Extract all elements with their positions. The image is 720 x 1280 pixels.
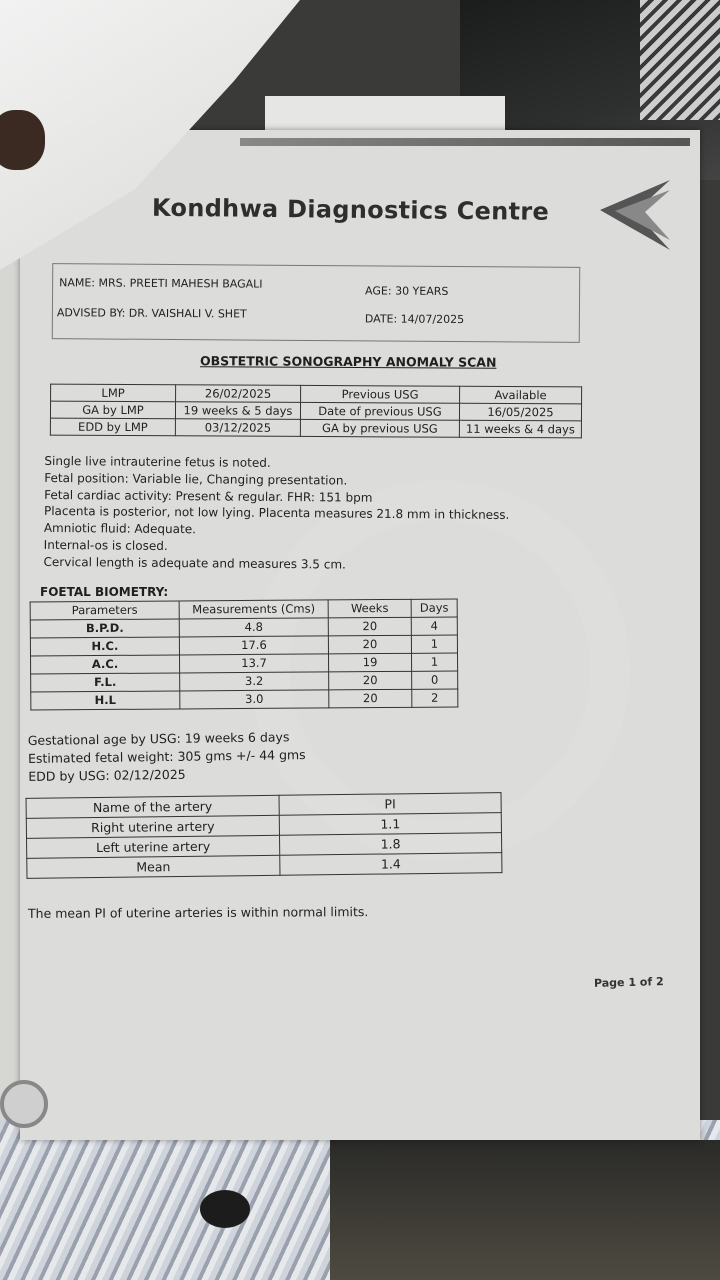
page-number: Page 1 of 2 <box>593 975 664 990</box>
finding-line: Cervical length is adequate and measures 3.5 cm. <box>43 554 346 572</box>
table-cell: GA by previous USG <box>300 419 459 437</box>
table-cell: 3.2 <box>180 672 329 691</box>
finding-line: Fetal position: Variable lie, Changing presentation. <box>44 470 348 488</box>
finding-line: Placenta is posterior, not low lying. Placenta measures 21.8 mm in thickness. <box>43 504 510 523</box>
ga-by-usg: Gestational age by USG: 19 weeks 6 days <box>27 729 290 748</box>
table-cell: 20 <box>328 635 411 654</box>
column-header: Days <box>411 599 457 617</box>
table-cell: Mean <box>27 855 280 878</box>
column-header: Name of the artery <box>26 795 279 818</box>
finding-line: Fetal cardiac activity: Present & regular. FHR: 151 bpm <box>44 487 373 505</box>
advised-by: ADVISED BY: DR. VAISHALI V. SHET <box>56 306 247 321</box>
table-cell: 20 <box>329 689 412 708</box>
table-cell: 03/12/2025 <box>175 419 300 437</box>
patient-name: NAME: MRS. PREETI MAHESH BAGALI <box>59 276 263 291</box>
table-cell: H.C. <box>30 637 179 656</box>
finding-line: Single live intrauterine fetus is noted. <box>44 453 271 470</box>
table-cell: 4.8 <box>179 618 328 637</box>
table-cell: 20 <box>328 617 411 636</box>
table-cell: A.C. <box>31 655 180 674</box>
table-cell: B.P.D. <box>30 619 179 638</box>
table-row <box>50 401 581 421</box>
biometry-heading: FOETAL BIOMETRY: <box>40 585 169 599</box>
table-cell: Left uterine artery <box>27 835 280 858</box>
round-sticker-icon <box>0 1080 48 1128</box>
table-cell: H.L <box>31 691 180 710</box>
table-cell: 1.4 <box>280 853 502 876</box>
table-cell: LMP <box>51 384 176 402</box>
table-cell: 4 <box>411 617 457 635</box>
table-row <box>50 418 581 438</box>
patient-age: AGE: 30 YEARS <box>365 284 449 298</box>
table-cell: Available <box>460 386 582 404</box>
finding-line: Amniotic fluid: Adequate. <box>43 521 197 537</box>
finger-icon <box>0 110 45 170</box>
pi-table <box>26 792 503 879</box>
table-cell: Right uterine artery <box>26 815 279 838</box>
table-cell: 19 <box>328 653 411 672</box>
table-cell: EDD by LMP <box>50 418 175 436</box>
conclusion-text: The mean PI of uterine arteries is within normal limits. <box>27 904 369 921</box>
background-round-object <box>200 1190 250 1228</box>
table-cell: 16/05/2025 <box>459 403 581 421</box>
patient-info-box <box>52 263 581 343</box>
table-cell: 1.8 <box>279 833 501 856</box>
column-header: Measurements (Cms) <box>179 600 328 619</box>
usg-summary <box>28 728 306 786</box>
table-cell: 11 weeks & 4 days <box>459 420 581 438</box>
table-row <box>31 689 458 710</box>
column-header: PI <box>279 793 501 816</box>
centre-name: Kondhwa Diagnostics Centre <box>151 193 550 226</box>
estimated-fetal-weight: Estimated fetal weight: 305 gms +/- 44 gms <box>27 747 306 766</box>
background-object <box>640 0 720 120</box>
column-header: Weeks <box>328 599 411 618</box>
table-cell: F.L. <box>31 673 180 692</box>
table-cell: 19 weeks & 5 days <box>175 402 300 420</box>
table-cell: 20 <box>329 671 412 690</box>
finding-line: Internal-os is closed. <box>43 537 168 553</box>
background-table-surface <box>330 1140 720 1280</box>
edd-by-usg: EDD by USG: 02/12/2025 <box>28 766 186 784</box>
table-cell: 1 <box>411 653 457 671</box>
report-date: DATE: 14/07/2025 <box>364 312 465 327</box>
table-cell: Date of previous USG <box>300 402 459 420</box>
table-cell: 13.7 <box>180 654 329 673</box>
biometry-table <box>30 599 459 711</box>
findings-list <box>43 453 524 575</box>
table-cell: GA by LMP <box>50 401 175 419</box>
column-header: Parameters <box>30 601 179 620</box>
table-cell: 2 <box>412 689 458 707</box>
table-cell: 0 <box>412 671 458 689</box>
table-cell: 1 <box>411 635 457 653</box>
report-title: OBSTETRIC SONOGRAPHY ANOMALY SCAN <box>199 353 497 370</box>
table-cell: 26/02/2025 <box>176 385 301 403</box>
arrow-logo-icon <box>590 180 670 250</box>
dates-table <box>50 384 582 439</box>
table-cell: Previous USG <box>301 385 460 403</box>
table-cell: 3.0 <box>180 690 329 709</box>
table-cell: 17.6 <box>179 636 328 655</box>
table-cell: 1.1 <box>279 813 501 836</box>
header-band <box>240 138 690 146</box>
